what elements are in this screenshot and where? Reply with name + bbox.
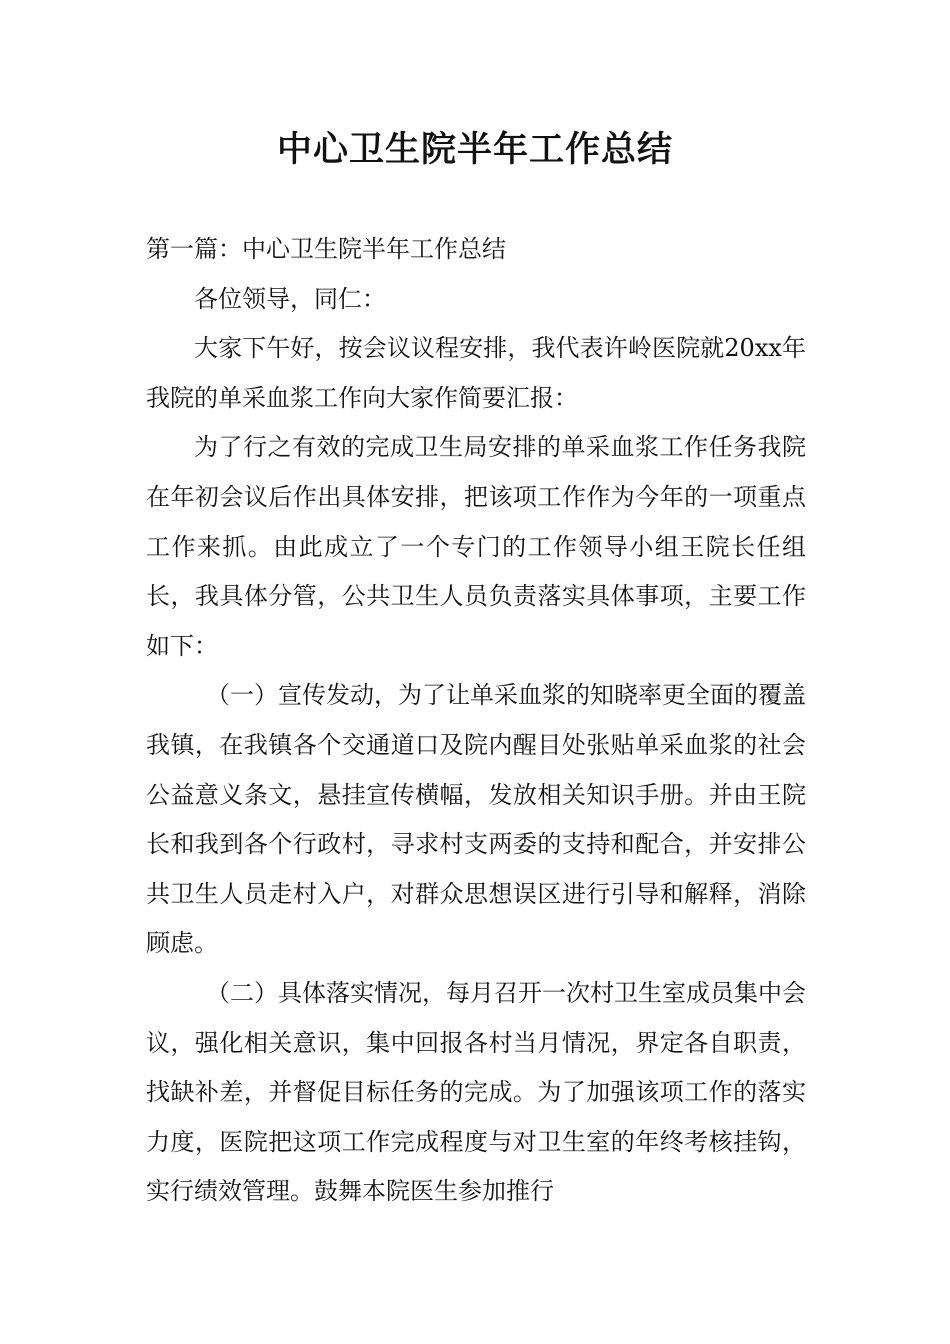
implementation-paragraph: （二）具体落实情况，每月召开一次村卫生室成员集中会议，强化相关意识，集中回报各村当月情况，界定各自职责，找缺补差，并督促目标任务的完成。为了加强该项工作的落实力度，医院把这项工作完成程度与对卫生室的年终考核挂钩，实行绩效管理。鼓舞本院医生参加推行 [146,978,806,1206]
publicity-paragraph: （一）宣传发动，为了让单采血浆的知晓率更全面的覆盖我镇，在我镇各个交通道口及院内醒目处张贴单采血浆的社会公益意义条文，悬挂宣传横幅，发放相关知识手册。并由王院长和我到各个行政村，寻求村支两委的支持和配合，并安排公共卫生人员走村入户，对群众思想误区进行引导和解释，消除顾虑。 [146,681,806,958]
salutation-paragraph: 各位领导，同仁： [194,284,386,313]
document-body [146,225,806,1217]
document-title: 中心卫生院半年工作总结 [276,130,673,170]
section-heading: 第一篇：中心卫生院半年工作总结 [146,235,506,263]
greeting-paragraph: 大家下午好，按会议议程安排，我代表许岭医院就20xx年我院的单采血浆工作向大家作简要汇报： [146,334,806,412]
arrangement-paragraph: 为了行之有效的完成卫生局安排的单采血浆工作任务我院在年初会议后作出具体安排，把该项工作作为今年的一项重点工作来抓。由此成立了一个专门的工作领导小组王院长任组长，我具体分管，公共卫生人员负责落实具体事项，主要工作如下： [146,433,806,660]
